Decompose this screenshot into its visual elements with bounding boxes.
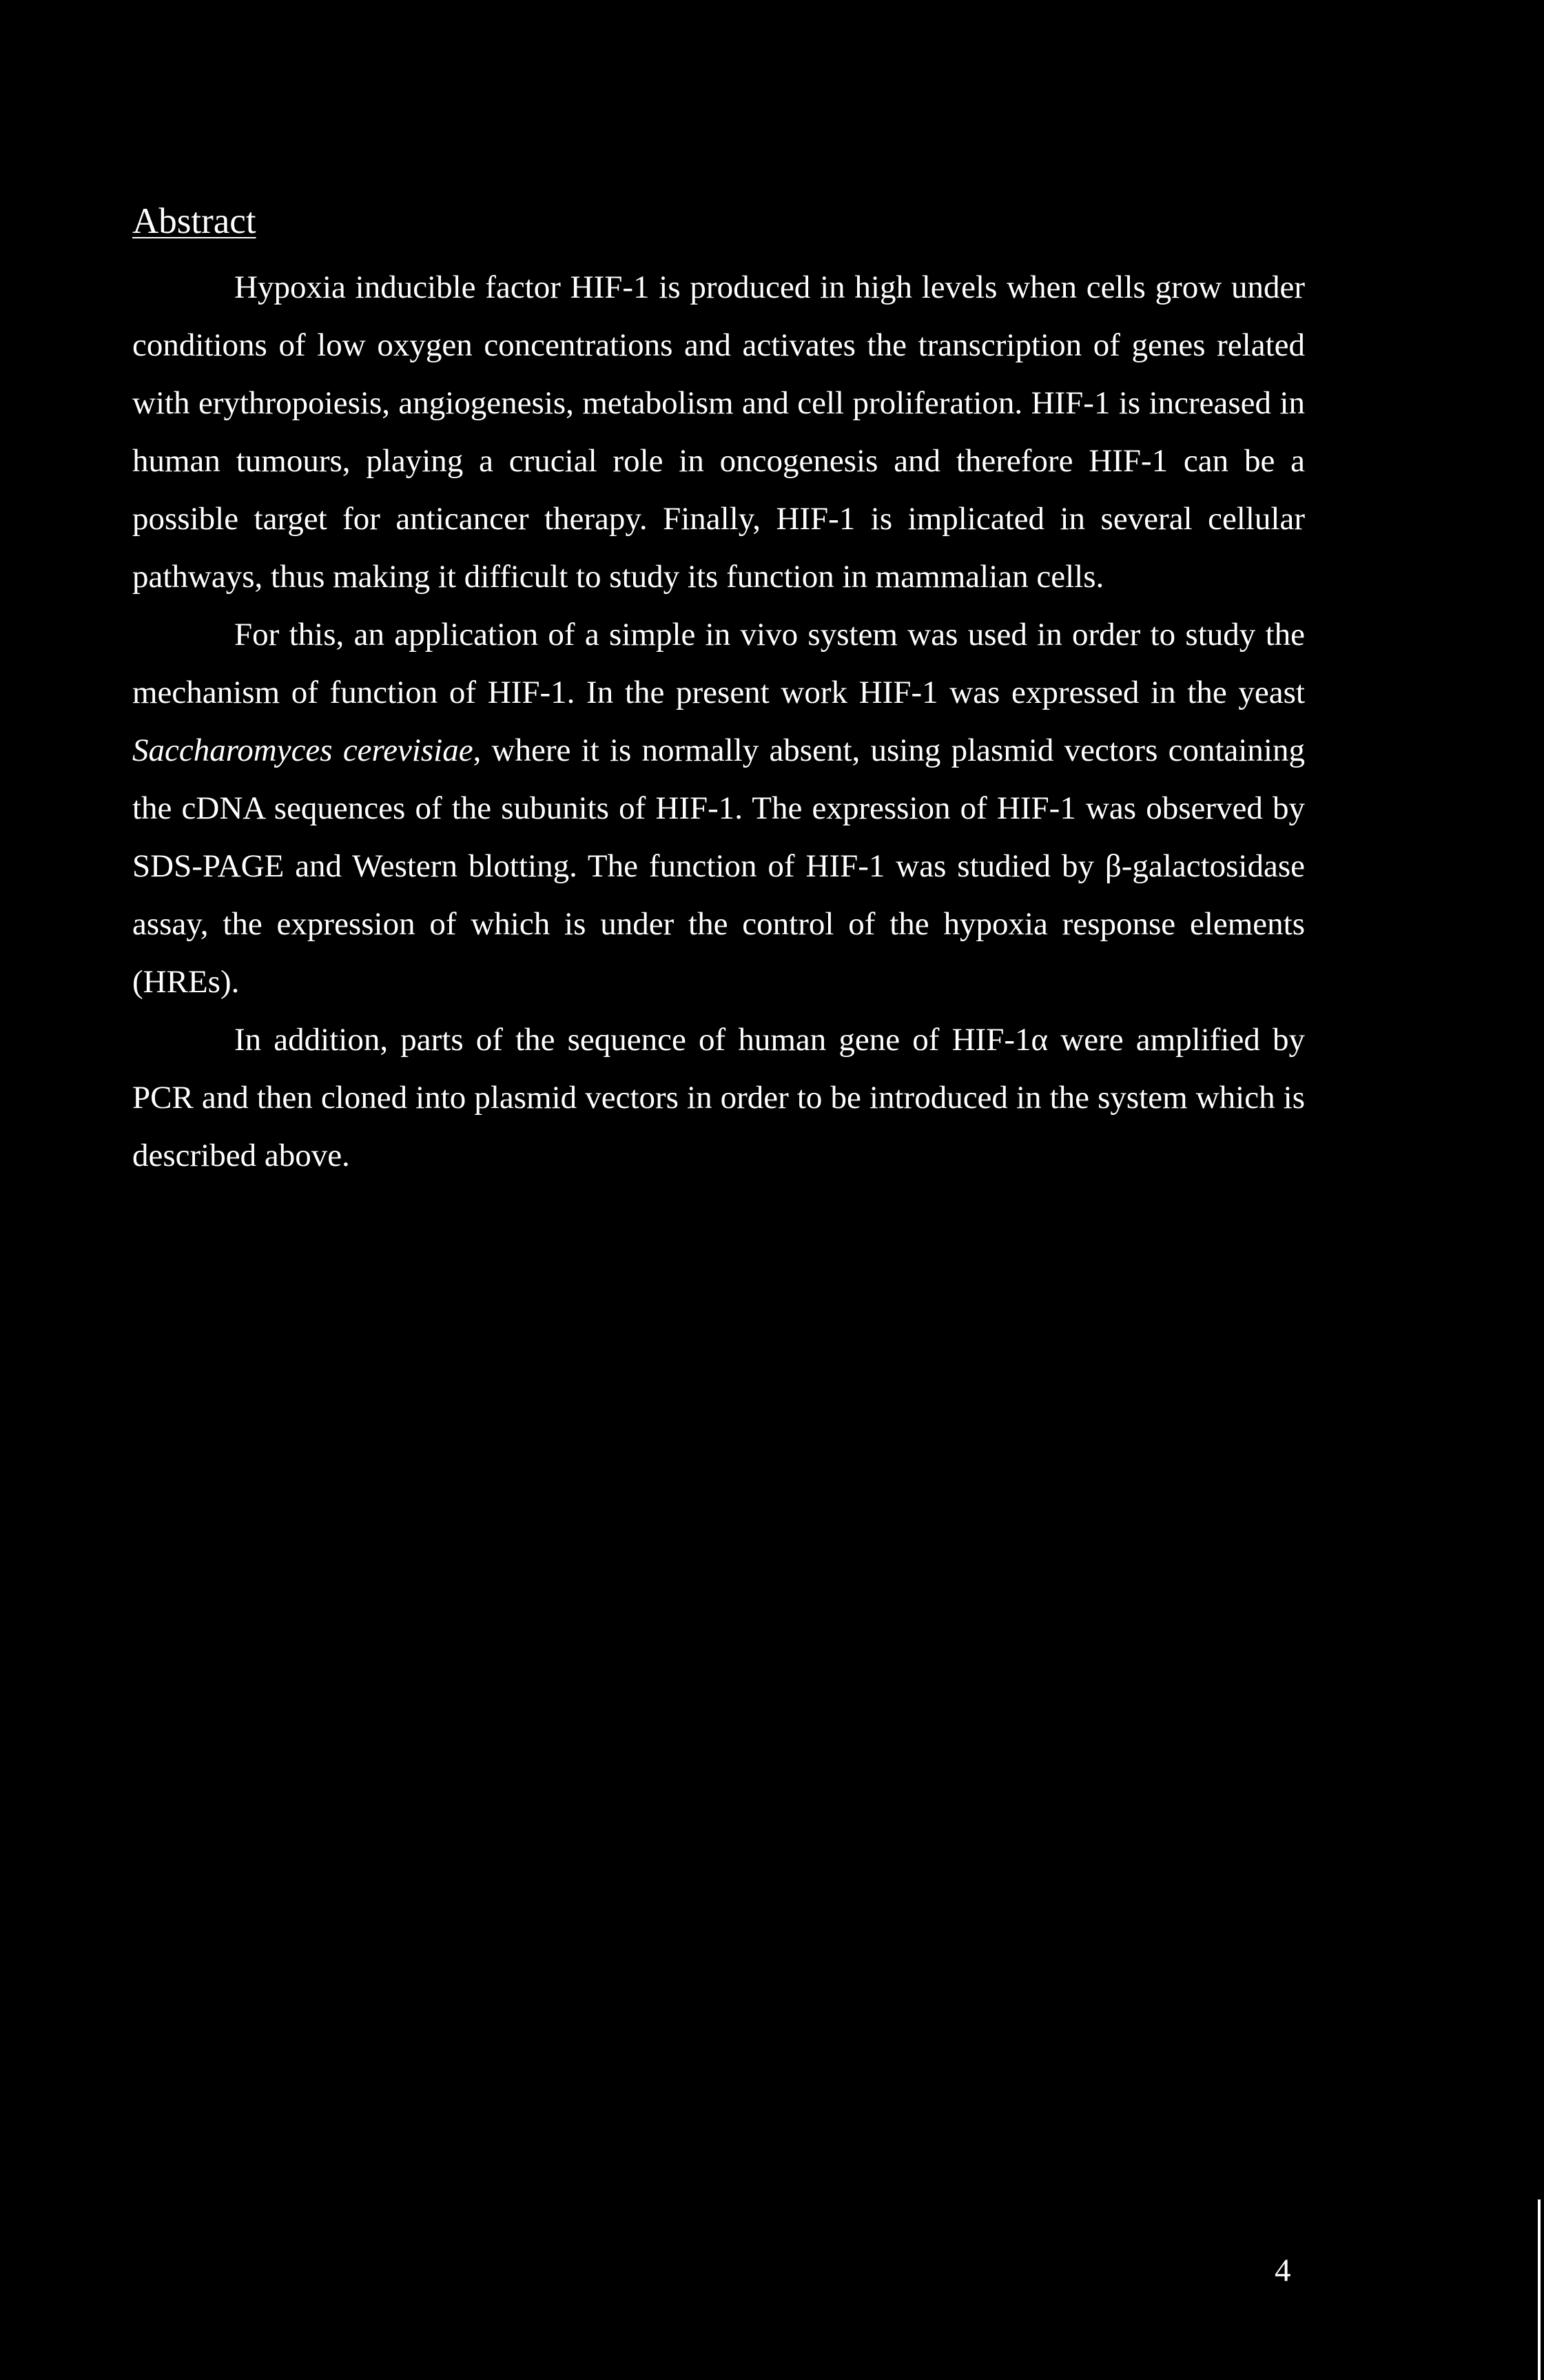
abstract-paragraph-2 bbox=[132, 606, 1305, 1011]
paragraph-text: In addition, parts of the sequence of human gene of HIF-1α were amplified by PCR and then cloned into plasmid vectors in order to be introduced in the system which is described above. bbox=[132, 1022, 1305, 1173]
abstract-body bbox=[132, 258, 1305, 1184]
paragraph-text: For this, an application of a simple in vivo system was used in order to study the mechanism of function of HIF-1. In the present work HIF-1 was expressed in the yeast bbox=[132, 617, 1305, 710]
abstract-heading: Abstract bbox=[132, 201, 256, 241]
species-name: Saccharomyces cerevisiae bbox=[132, 732, 473, 768]
abstract-paragraph-3 bbox=[132, 1011, 1305, 1184]
paragraph-text: Hypoxia inducible factor HIF-1 is produced in high levels when cells grow under conditions of low oxygen concentrations and activates the transcription of genes related with erythropoiesis, angiogenesis, metabolism and cell proliferation. HIF-1 is increased in human tumours, playing a crucial role in oncogenesis and therefore HIF-1 can be a possible target for anticancer therapy. Finally, HIF-1 is implicated in several cellular pathways, thus making it difficult to study its function in mammalian cells. bbox=[132, 269, 1305, 595]
abstract-paragraph-1 bbox=[132, 258, 1305, 606]
paragraph-text: , where it is normally absent, using plasmid vectors containing the cDNA sequences of the subunits of HIF-1. The expression of HIF-1 was observed by SDS-PAGE and Western blotting. The function of HIF-1 was studied by β-galactosidase assay, the expression of which is under the control of the hypoxia response elements (HREs). bbox=[132, 732, 1305, 1000]
page-number: 4 bbox=[1275, 2253, 1291, 2288]
scan-edge-line bbox=[1538, 2199, 1541, 2380]
